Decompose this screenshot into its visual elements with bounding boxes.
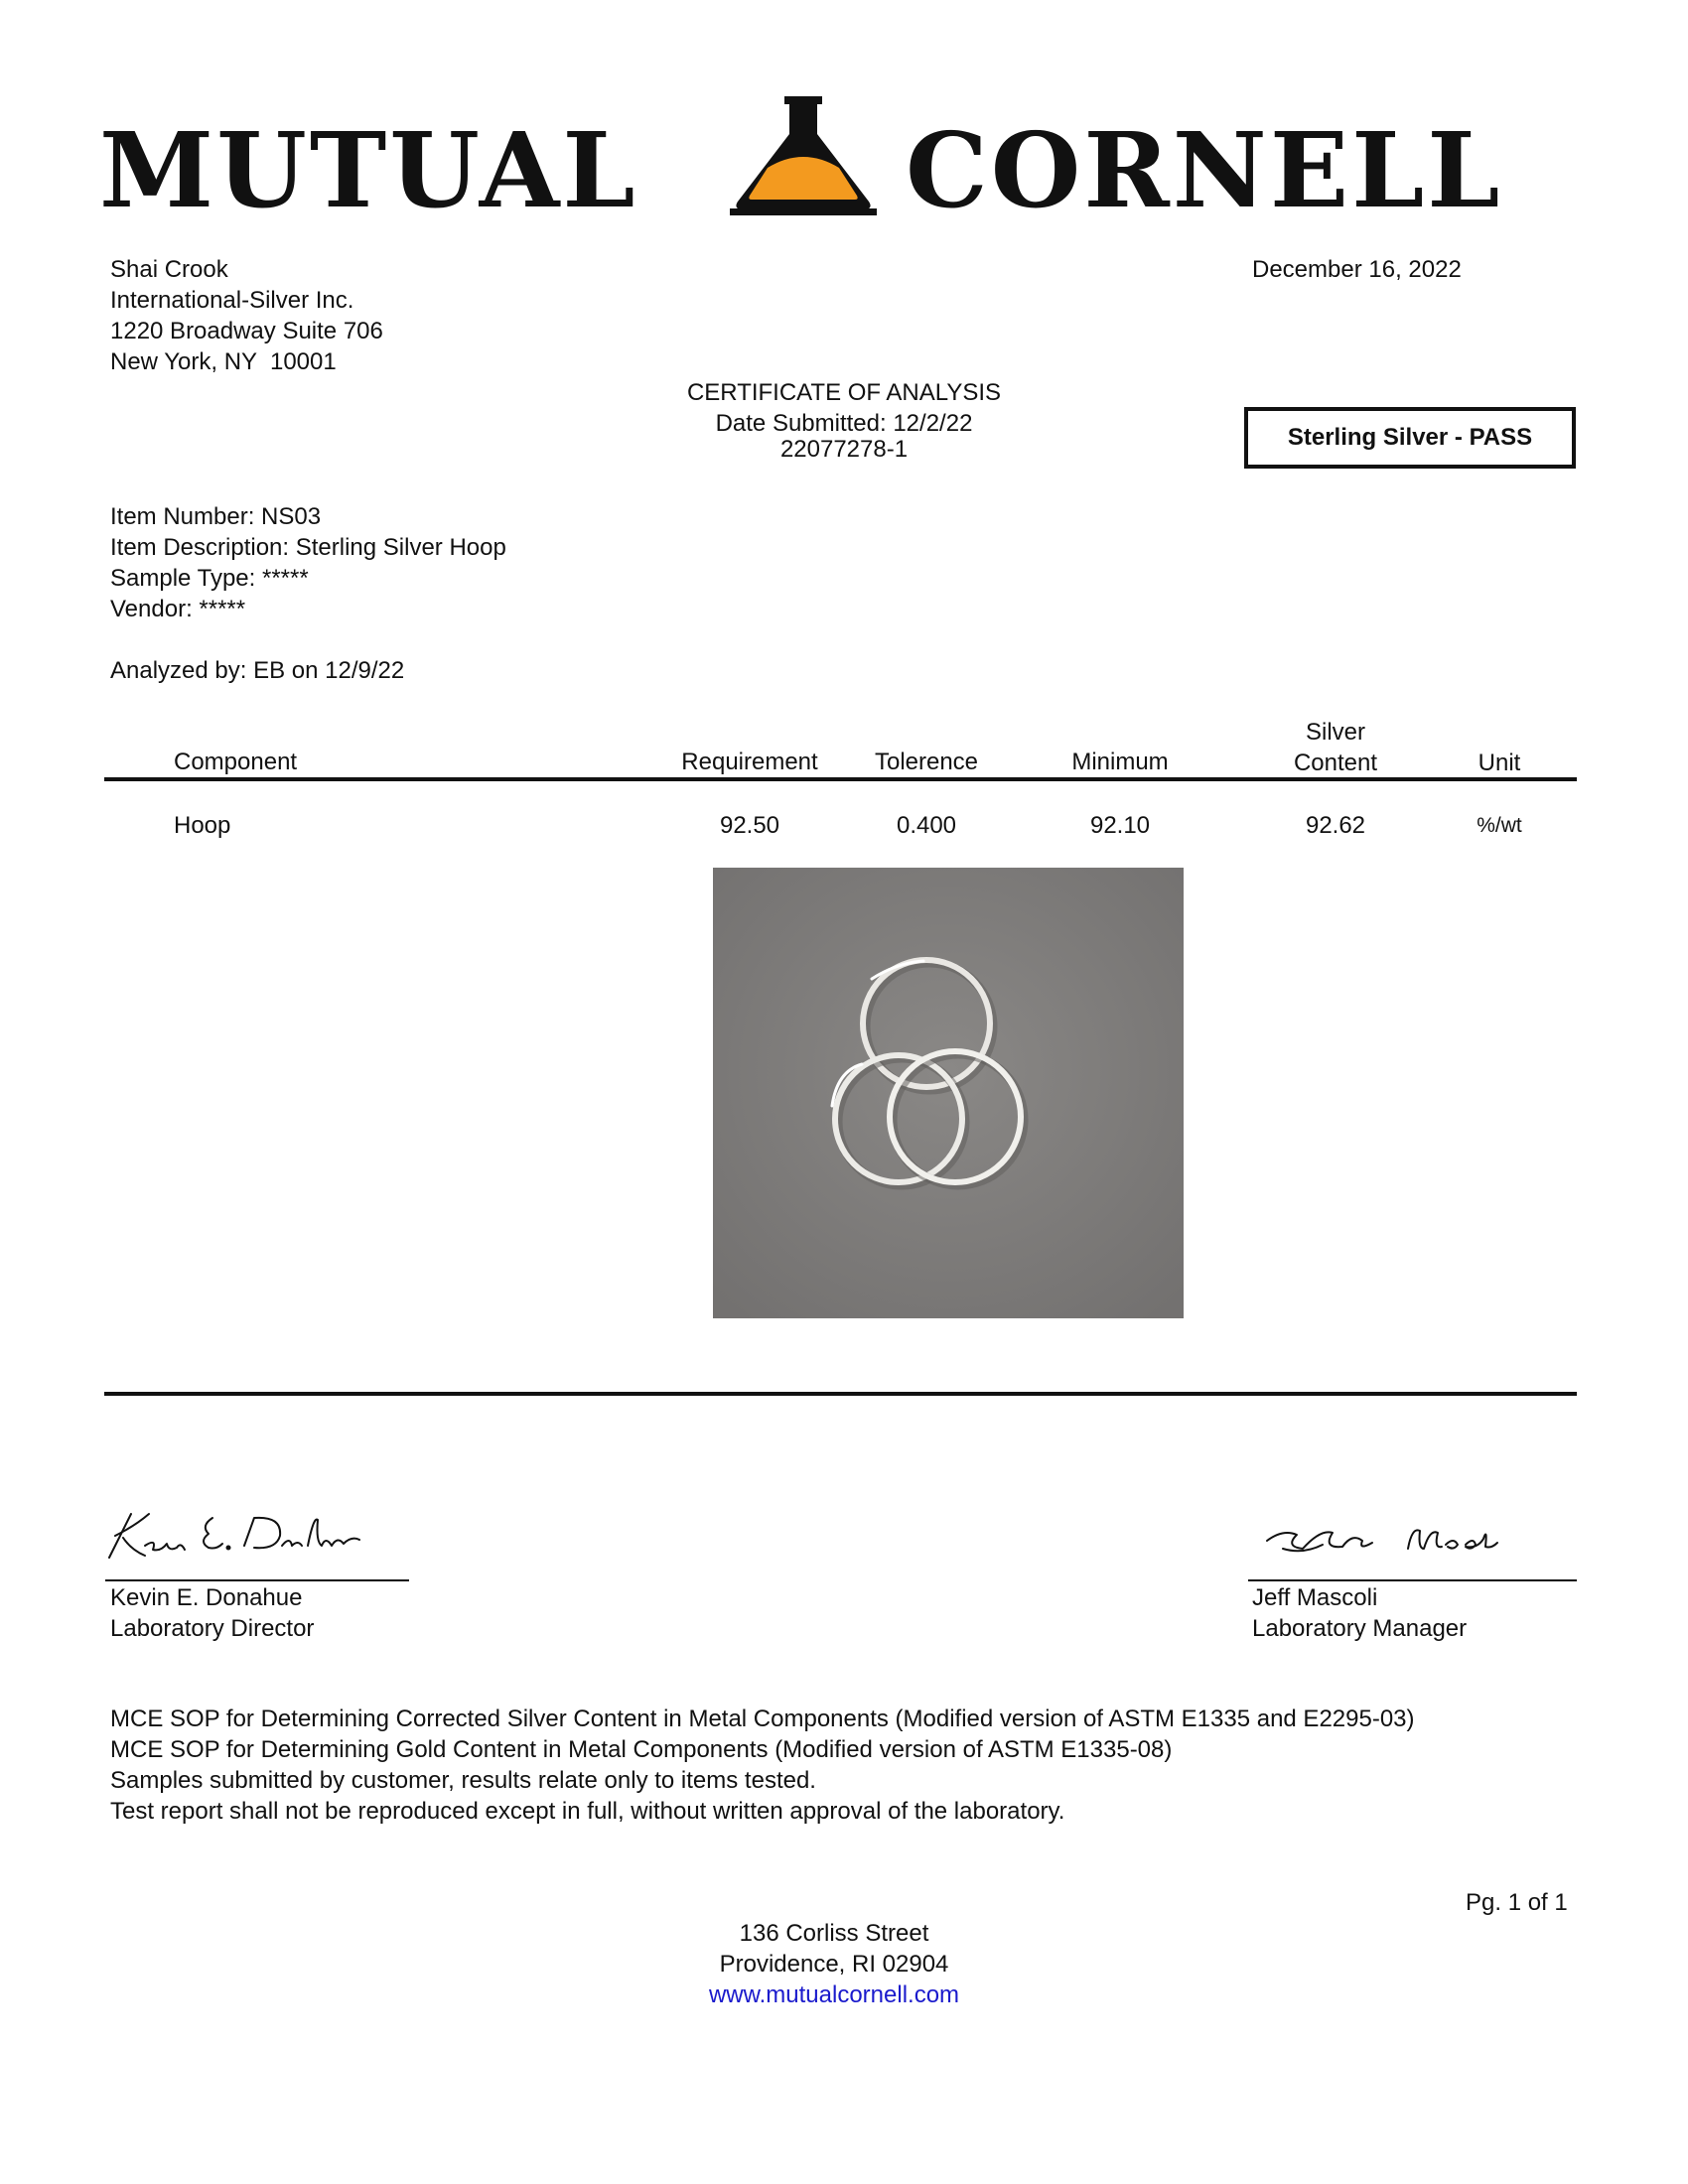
method-notes (110, 1704, 1415, 1827)
flask-icon (730, 96, 877, 215)
page-number: Pg. 1 of 1 (1466, 1889, 1568, 1916)
signatory-right-name: Jeff Mascoli (1252, 1584, 1378, 1611)
date-submitted: Date Submitted: 12/2/22 (715, 410, 973, 437)
cell-silver-content: 92.62 (1305, 812, 1366, 839)
recipient-street: 1220 Broadway Suite 706 (110, 318, 383, 344)
item-number: Item Number: NS03 (110, 503, 322, 530)
column-header-silver-content (1261, 717, 1410, 778)
analyzed-by: Analyzed by: EB on 12/9/22 (110, 657, 405, 684)
report-date: December 16, 2022 (1252, 256, 1462, 283)
sample-photo (713, 868, 1184, 1318)
signature-jeff-mascoli (1263, 1519, 1501, 1563)
note-line: Samples submitted by customer, results relate only to items tested. (110, 1767, 816, 1794)
report-number: 22077278-1 (779, 436, 909, 463)
recipient-company: International-Silver Inc. (110, 287, 354, 314)
cell-minimum: 92.10 (1089, 812, 1151, 839)
footer-street: 136 Corliss Street (739, 1920, 929, 1947)
signatory-right (1252, 1582, 1467, 1644)
cell-unit: %/wt (1477, 814, 1522, 837)
note-line: MCE SOP for Determining Corrected Silver Content in Metal Components (Modified version of ASTM E1335 and E2295-03) (110, 1706, 1415, 1732)
column-header-component: Component (174, 749, 298, 775)
column-header-silver-line2: Content (1293, 750, 1378, 776)
signature-line-right (1248, 1579, 1577, 1581)
column-header-unit: Unit (1477, 750, 1521, 776)
vendor: Vendor: ***** (110, 596, 246, 622)
certificate-title: CERTIFICATE OF ANALYSIS (686, 379, 1002, 406)
table-top-rule (104, 777, 1577, 781)
sample-type: Sample Type: ***** (110, 565, 309, 592)
recipient-city: New York, NY 10001 (110, 348, 337, 375)
logo-word-cornell: CORNELL (906, 109, 1503, 231)
cell-tolerance: 0.400 (896, 812, 957, 839)
item-description: Item Description: Sterling Silver Hoop (110, 534, 506, 561)
recipient-address (110, 254, 383, 377)
footer-city: Providence, RI 02904 (719, 1951, 949, 1978)
result-badge: Sterling Silver - PASS (1244, 407, 1576, 469)
column-header-tolerance: Tolerence (874, 749, 979, 775)
signatory-left (110, 1582, 314, 1644)
signatory-right-title: Laboratory Manager (1252, 1615, 1468, 1642)
signature-line-left (105, 1579, 409, 1581)
column-header-requirement: Requirement (681, 749, 818, 775)
footer-address (596, 1918, 1072, 2010)
recipient-name: Shai Crook (110, 256, 228, 283)
signatory-left-title: Laboratory Director (110, 1615, 315, 1642)
signature-kevin-donahue (105, 1506, 365, 1562)
logo-word-mutual: MUTUAL (99, 109, 638, 231)
column-header-minimum: Minimum (1071, 749, 1169, 775)
website-link[interactable]: www.mutualcornell.com (708, 1981, 960, 2008)
certificate-header (626, 377, 1062, 465)
note-line: MCE SOP for Determining Gold Content in Metal Components (Modified version of ASTM E1335-08) (110, 1736, 1173, 1763)
note-line: Test report shall not be reproduced except in full, without written approval of the laboratory. (110, 1798, 1065, 1825)
cell-component: Hoop (174, 812, 231, 839)
column-header-silver-line1: Silver (1305, 719, 1365, 746)
table-bottom-rule (104, 1392, 1577, 1396)
signatory-left-name: Kevin E. Donahue (110, 1584, 303, 1611)
item-details (110, 501, 506, 624)
cell-requirement: 92.50 (719, 812, 780, 839)
